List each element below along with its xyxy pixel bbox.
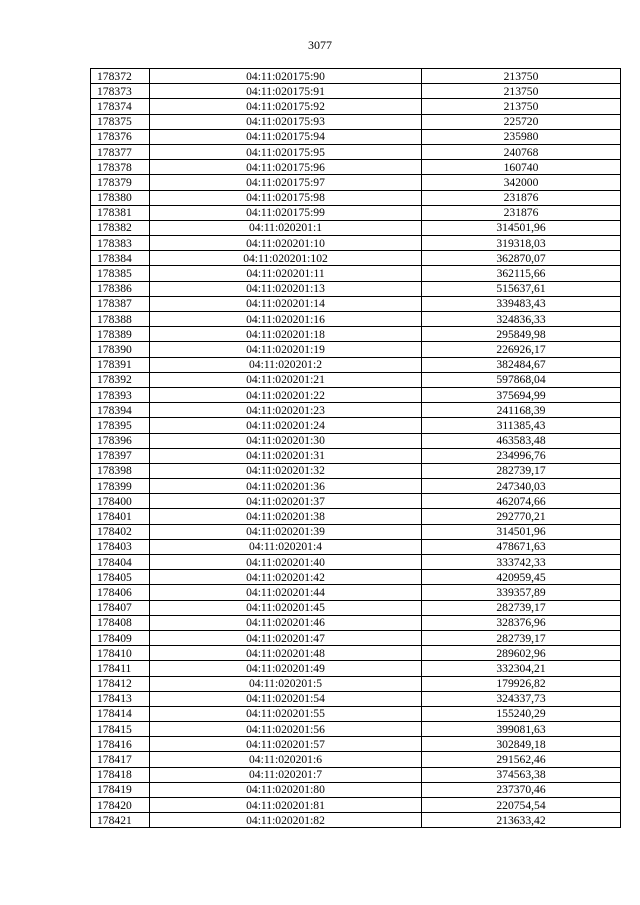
record-number-cell: 178416 — [91, 737, 150, 752]
cadastral-number-cell: 04:11:020201:82 — [150, 813, 422, 828]
value-cell: 324337,73 — [422, 691, 621, 706]
record-number-cell: 178392 — [91, 372, 150, 387]
cadastral-number-cell: 04:11:020201:36 — [150, 479, 422, 494]
record-number-cell: 178398 — [91, 463, 150, 478]
cadastral-number-cell: 04:11:020175:90 — [150, 69, 422, 84]
record-number-cell: 178408 — [91, 615, 150, 630]
value-cell: 463583,48 — [422, 433, 621, 448]
table-row — [91, 312, 621, 327]
record-number-cell: 178405 — [91, 570, 150, 585]
record-number-cell: 178383 — [91, 236, 150, 251]
value-cell: 420959,45 — [422, 570, 621, 585]
record-number-cell: 178389 — [91, 327, 150, 342]
value-cell: 220754,54 — [422, 798, 621, 813]
record-number-cell: 178421 — [91, 813, 150, 828]
table-row — [91, 600, 621, 615]
table-row — [91, 813, 621, 828]
table-row — [91, 463, 621, 478]
table-row — [91, 570, 621, 585]
value-cell: 231876 — [422, 205, 621, 220]
table-row — [91, 676, 621, 691]
table-row — [91, 114, 621, 129]
cadastral-number-cell: 04:11:020201:10 — [150, 236, 422, 251]
record-number-cell: 178382 — [91, 220, 150, 235]
cadastral-number-cell: 04:11:020201:49 — [150, 661, 422, 676]
value-cell: 478671,63 — [422, 539, 621, 554]
record-number-cell: 178413 — [91, 691, 150, 706]
table-row — [91, 342, 621, 357]
value-cell: 155240,29 — [422, 706, 621, 721]
cadastral-number-cell: 04:11:020175:99 — [150, 205, 422, 220]
value-cell: 333742,33 — [422, 555, 621, 570]
table-row — [91, 387, 621, 402]
record-number-cell: 178397 — [91, 448, 150, 463]
cadastral-number-cell: 04:11:020201:38 — [150, 509, 422, 524]
table-row — [91, 418, 621, 433]
cadastral-number-cell: 04:11:020201:5 — [150, 676, 422, 691]
record-number-cell: 178402 — [91, 524, 150, 539]
record-number-cell: 178396 — [91, 433, 150, 448]
record-number-cell: 178380 — [91, 190, 150, 205]
cadastral-number-cell: 04:11:020201:32 — [150, 463, 422, 478]
record-number-cell: 178411 — [91, 661, 150, 676]
records-table — [90, 68, 621, 828]
table-row — [91, 555, 621, 570]
table-row — [91, 615, 621, 630]
cadastral-number-cell: 04:11:020201:47 — [150, 630, 422, 645]
table-row — [91, 281, 621, 296]
cadastral-number-cell: 04:11:020201:22 — [150, 387, 422, 402]
value-cell: 375694,99 — [422, 387, 621, 402]
table-row — [91, 448, 621, 463]
cadastral-number-cell: 04:11:020175:93 — [150, 114, 422, 129]
cadastral-number-cell: 04:11:020201:102 — [150, 251, 422, 266]
value-cell: 302849,18 — [422, 737, 621, 752]
cadastral-number-cell: 04:11:020201:14 — [150, 296, 422, 311]
record-number-cell: 178417 — [91, 752, 150, 767]
cadastral-number-cell: 04:11:020201:2 — [150, 357, 422, 372]
table-row — [91, 752, 621, 767]
cadastral-number-cell: 04:11:020201:11 — [150, 266, 422, 281]
cadastral-number-cell: 04:11:020201:55 — [150, 706, 422, 721]
record-number-cell: 178378 — [91, 160, 150, 175]
cadastral-number-cell: 04:11:020201:21 — [150, 372, 422, 387]
record-number-cell: 178400 — [91, 494, 150, 509]
record-number-cell: 178373 — [91, 84, 150, 99]
value-cell: 339483,43 — [422, 296, 621, 311]
value-cell: 362870,07 — [422, 251, 621, 266]
value-cell: 282739,17 — [422, 630, 621, 645]
record-number-cell: 178414 — [91, 706, 150, 721]
record-number-cell: 178419 — [91, 782, 150, 797]
table-row — [91, 266, 621, 281]
value-cell: 213750 — [422, 99, 621, 114]
cadastral-number-cell: 04:11:020175:97 — [150, 175, 422, 190]
value-cell: 515637,61 — [422, 281, 621, 296]
table-row — [91, 403, 621, 418]
table-row — [91, 798, 621, 813]
record-number-cell: 178410 — [91, 646, 150, 661]
value-cell: 179926,82 — [422, 676, 621, 691]
cadastral-number-cell: 04:11:020201:45 — [150, 600, 422, 615]
cadastral-number-cell: 04:11:020201:56 — [150, 722, 422, 737]
value-cell: 324836,33 — [422, 312, 621, 327]
value-cell: 247340,03 — [422, 479, 621, 494]
value-cell: 382484,67 — [422, 357, 621, 372]
value-cell: 399081,63 — [422, 722, 621, 737]
table-row — [91, 327, 621, 342]
cadastral-number-cell: 04:11:020201:16 — [150, 312, 422, 327]
value-cell: 374563,38 — [422, 767, 621, 782]
value-cell: 237370,46 — [422, 782, 621, 797]
table-row — [91, 220, 621, 235]
record-number-cell: 178420 — [91, 798, 150, 813]
record-number-cell: 178394 — [91, 403, 150, 418]
table-row — [91, 296, 621, 311]
cadastral-number-cell: 04:11:020201:19 — [150, 342, 422, 357]
record-number-cell: 178404 — [91, 555, 150, 570]
value-cell: 291562,46 — [422, 752, 621, 767]
value-cell: 241168,39 — [422, 403, 621, 418]
record-number-cell: 178375 — [91, 114, 150, 129]
record-number-cell: 178395 — [91, 418, 150, 433]
value-cell: 213633,42 — [422, 813, 621, 828]
page-number: 3077 — [308, 38, 332, 52]
records-table-body — [91, 69, 621, 828]
cadastral-number-cell: 04:11:020201:37 — [150, 494, 422, 509]
cadastral-number-cell: 04:11:020201:80 — [150, 782, 422, 797]
cadastral-number-cell: 04:11:020201:23 — [150, 403, 422, 418]
cadastral-number-cell: 04:11:020175:92 — [150, 99, 422, 114]
record-number-cell: 178388 — [91, 312, 150, 327]
cadastral-number-cell: 04:11:020201:24 — [150, 418, 422, 433]
table-row — [91, 69, 621, 84]
table-row — [91, 630, 621, 645]
value-cell: 213750 — [422, 84, 621, 99]
cadastral-number-cell: 04:11:020201:81 — [150, 798, 422, 813]
table-row — [91, 236, 621, 251]
value-cell: 289602,96 — [422, 646, 621, 661]
value-cell: 311385,43 — [422, 418, 621, 433]
table-row — [91, 144, 621, 159]
table-row — [91, 479, 621, 494]
record-number-cell: 178390 — [91, 342, 150, 357]
table-row — [91, 494, 621, 509]
cadastral-number-cell: 04:11:020201:18 — [150, 327, 422, 342]
cadastral-number-cell: 04:11:020201:42 — [150, 570, 422, 585]
value-cell: 282739,17 — [422, 600, 621, 615]
cadastral-number-cell: 04:11:020201:31 — [150, 448, 422, 463]
value-cell: 597868,04 — [422, 372, 621, 387]
table-row — [91, 706, 621, 721]
record-number-cell: 178374 — [91, 99, 150, 114]
cadastral-number-cell: 04:11:020201:4 — [150, 539, 422, 554]
value-cell: 160740 — [422, 160, 621, 175]
value-cell: 231876 — [422, 190, 621, 205]
table-row — [91, 433, 621, 448]
cadastral-number-cell: 04:11:020201:7 — [150, 767, 422, 782]
value-cell: 225720 — [422, 114, 621, 129]
record-number-cell: 178393 — [91, 387, 150, 402]
cadastral-number-cell: 04:11:020201:1 — [150, 220, 422, 235]
cadastral-number-cell: 04:11:020175:98 — [150, 190, 422, 205]
table-row — [91, 661, 621, 676]
cadastral-number-cell: 04:11:020201:54 — [150, 691, 422, 706]
record-number-cell: 178384 — [91, 251, 150, 266]
record-number-cell: 178401 — [91, 509, 150, 524]
cadastral-number-cell: 04:11:020201:44 — [150, 585, 422, 600]
record-number-cell: 178387 — [91, 296, 150, 311]
table-row — [91, 205, 621, 220]
value-cell: 342000 — [422, 175, 621, 190]
table-row — [91, 646, 621, 661]
record-number-cell: 178403 — [91, 539, 150, 554]
cadastral-number-cell: 04:11:020201:6 — [150, 752, 422, 767]
record-number-cell: 178409 — [91, 630, 150, 645]
table-row — [91, 737, 621, 752]
table-row — [91, 585, 621, 600]
value-cell: 339357,89 — [422, 585, 621, 600]
table-row — [91, 767, 621, 782]
cadastral-number-cell: 04:11:020201:39 — [150, 524, 422, 539]
table-row — [91, 84, 621, 99]
cadastral-number-cell: 04:11:020201:46 — [150, 615, 422, 630]
record-number-cell: 178415 — [91, 722, 150, 737]
table-row — [91, 160, 621, 175]
table-row — [91, 691, 621, 706]
table-row — [91, 99, 621, 114]
table-row — [91, 524, 621, 539]
record-number-cell: 178386 — [91, 281, 150, 296]
table-row — [91, 372, 621, 387]
record-number-cell: 178412 — [91, 676, 150, 691]
record-number-cell: 178379 — [91, 175, 150, 190]
cadastral-number-cell: 04:11:020201:48 — [150, 646, 422, 661]
table-row — [91, 539, 621, 554]
value-cell: 235980 — [422, 129, 621, 144]
record-number-cell: 178377 — [91, 144, 150, 159]
value-cell: 314501,96 — [422, 220, 621, 235]
value-cell: 362115,66 — [422, 266, 621, 281]
cadastral-number-cell: 04:11:020201:57 — [150, 737, 422, 752]
value-cell: 328376,96 — [422, 615, 621, 630]
value-cell: 319318,03 — [422, 236, 621, 251]
table-row — [91, 190, 621, 205]
record-number-cell: 178385 — [91, 266, 150, 281]
table-row — [91, 509, 621, 524]
table-row — [91, 357, 621, 372]
record-number-cell: 178406 — [91, 585, 150, 600]
cadastral-number-cell: 04:11:020201:30 — [150, 433, 422, 448]
record-number-cell: 178391 — [91, 357, 150, 372]
cadastral-number-cell: 04:11:020201:13 — [150, 281, 422, 296]
record-number-cell: 178407 — [91, 600, 150, 615]
cadastral-number-cell: 04:11:020175:91 — [150, 84, 422, 99]
value-cell: 282739,17 — [422, 463, 621, 478]
cadastral-number-cell: 04:11:020175:94 — [150, 129, 422, 144]
table-row — [91, 251, 621, 266]
table-row — [91, 722, 621, 737]
value-cell: 295849,98 — [422, 327, 621, 342]
record-number-cell: 178376 — [91, 129, 150, 144]
value-cell: 226926,17 — [422, 342, 621, 357]
table-row — [91, 782, 621, 797]
value-cell: 234996,76 — [422, 448, 621, 463]
cadastral-number-cell: 04:11:020201:40 — [150, 555, 422, 570]
cadastral-number-cell: 04:11:020175:95 — [150, 144, 422, 159]
record-number-cell: 178381 — [91, 205, 150, 220]
value-cell: 332304,21 — [422, 661, 621, 676]
value-cell: 314501,96 — [422, 524, 621, 539]
record-number-cell: 178418 — [91, 767, 150, 782]
table-row — [91, 175, 621, 190]
value-cell: 240768 — [422, 144, 621, 159]
value-cell: 292770,21 — [422, 509, 621, 524]
record-number-cell: 178399 — [91, 479, 150, 494]
value-cell: 213750 — [422, 69, 621, 84]
value-cell: 462074,66 — [422, 494, 621, 509]
cadastral-number-cell: 04:11:020175:96 — [150, 160, 422, 175]
table-row — [91, 129, 621, 144]
record-number-cell: 178372 — [91, 69, 150, 84]
